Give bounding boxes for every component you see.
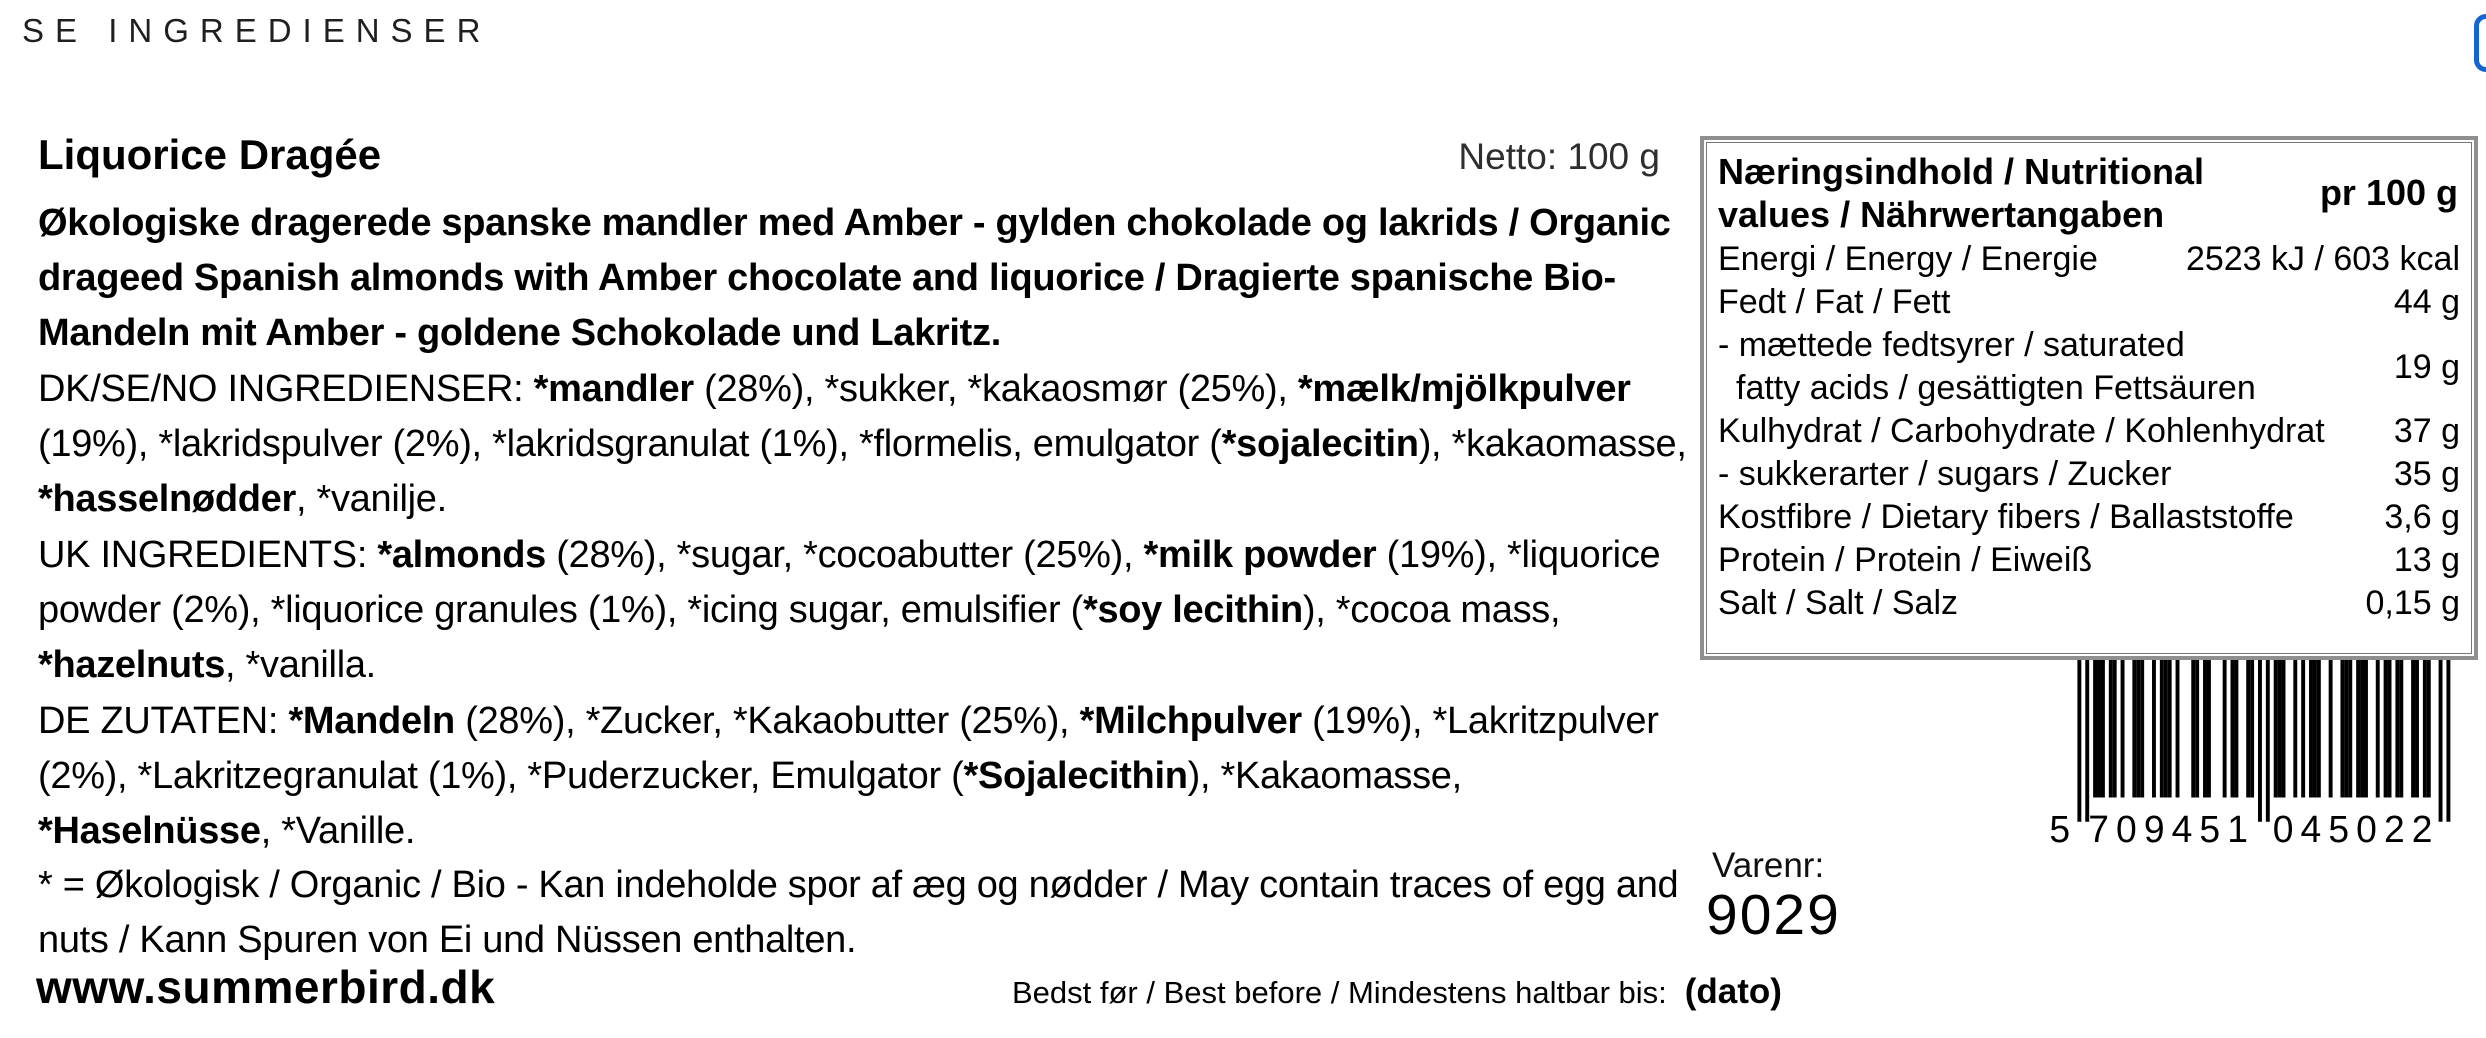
best-before-row [1012,972,1782,1012]
item-number-value: 9029 [1706,883,1841,947]
nutrition-row-label: Protein / Protein / Eiweiß [1718,541,2093,579]
product-title-row [38,131,1660,179]
nutrition-rows [1718,238,2460,625]
nutrition-row [1718,539,2460,582]
page-title: SE INGREDIENSER [22,12,492,49]
nutrition-row-value: 44 g [2393,283,2460,321]
website-url: www.summerbird.dk [36,961,496,1013]
nutrition-row-label: - sukkerarter / sugars / Zucker [1718,455,2172,493]
nutrition-row [1718,496,2460,539]
nutrition-row-value: 19 g [2393,347,2460,386]
nutrition-title: Næringsindhold / Nutritional values / Nährwertangaben [1718,151,2204,235]
product-description: Økologiske dragerede spanske mandler med Amber - gylden chokolade og lakrids / Organic drageed Spanish almonds with Amber chocolate and liquorice / Dragierte spanische Bio-Mandeln mit Amber - goldene Schokolade und Lakritz. [38,202,1671,354]
net-weight: Netto: 100 g [1458,136,1660,177]
product-title: Liquorice Dragée [38,131,382,178]
nutrition-row-value: 3,6 g [2384,498,2460,536]
svg-text:709451: 709451 [2088,808,2256,846]
nutrition-row-value: 13 g [2393,541,2460,579]
ingredients-dk-se-no: DK/SE/NO INGREDIENSER: *mandler (28%), *sukker, *kakaosmør (25%), *mælk/mjölkpulver (19%), *lakridspulver (2%), *lakridsgranulat (1%), *flormelis, emulgator (*sojalecitin), *kakaomasse, *hasselnødder, *vanilje. [38,368,1687,520]
nutrition-row-label: Kulhydrat / Carbohydrate / Kohlenhydrat [1718,412,2325,450]
nutrition-row-value: 2523 kJ / 603 kcal [2185,240,2460,278]
nutrition-row [1718,238,2460,281]
nutrition-row-value: 0,15 g [2365,584,2460,622]
nutrition-header [1718,150,2460,236]
svg-text:045022: 045022 [2272,808,2440,846]
ingredients-uk: UK INGREDIENTS: *almonds (28%), *sugar, *cocoabutter (25%), *milk powder (19%), *liquorice powder (2%), *liquorice granules (1%), *icing sugar, emulsifier (*soy lecithin), *cocoa mass, *hazelnuts, *vanilla. [38,534,1661,686]
nutrition-row-label: Salt / Salt / Salz [1718,584,1958,622]
item-number-label: Varenr: [1712,846,1825,885]
nutrition-row-label: - mættede fedtsyrer / saturated fatty acids / gesättigten Fettsäuren [1718,326,2256,407]
nutrition-row [1718,324,2460,410]
nutrition-row-label: Energi / Energy / Energie [1718,240,2098,278]
partial-blue-button[interactable] [2474,14,2486,72]
ean13-barcode [2046,660,2470,846]
allergy-note: * = Økologisk / Organic / Bio - Kan indeholde spor af æg og nødder / May contain traces of egg and nuts / Kann Spuren von Ei und Nüssen enthalten. [38,864,1679,961]
best-before-date-placeholder: (dato) [1684,972,1782,1011]
nutrition-row-value: 37 g [2393,412,2460,450]
nutrition-row [1718,453,2460,496]
nutrition-table [1700,136,2478,660]
nutrition-row [1718,410,2460,453]
ingredients-de: DE ZUTATEN: *Mandeln (28%), *Zucker, *Kakaobutter (25%), *Milchpulver (19%), *Lakritzpulver (2%), *Lakritzegranulat (1%), *Puderzucker, Emulgator (*Sojalecithin), *Kakaomasse, *Haselnüsse, *Vanille. [38,700,1659,852]
nutrition-per-100g: pr 100 g [2319,172,2458,213]
nutrition-row-value: 35 g [2393,455,2460,493]
svg-text:5: 5 [2049,808,2071,846]
nutrition-row-label: Kostfibre / Dietary fibers / Ballaststoffe [1718,498,2294,536]
best-before-label: Bedst før / Best before / Mindestens haltbar bis: [1012,975,1667,1010]
nutrition-row-label: Fedt / Fat / Fett [1718,283,1951,321]
nutrition-row [1718,582,2460,625]
nutrition-row [1718,281,2460,324]
